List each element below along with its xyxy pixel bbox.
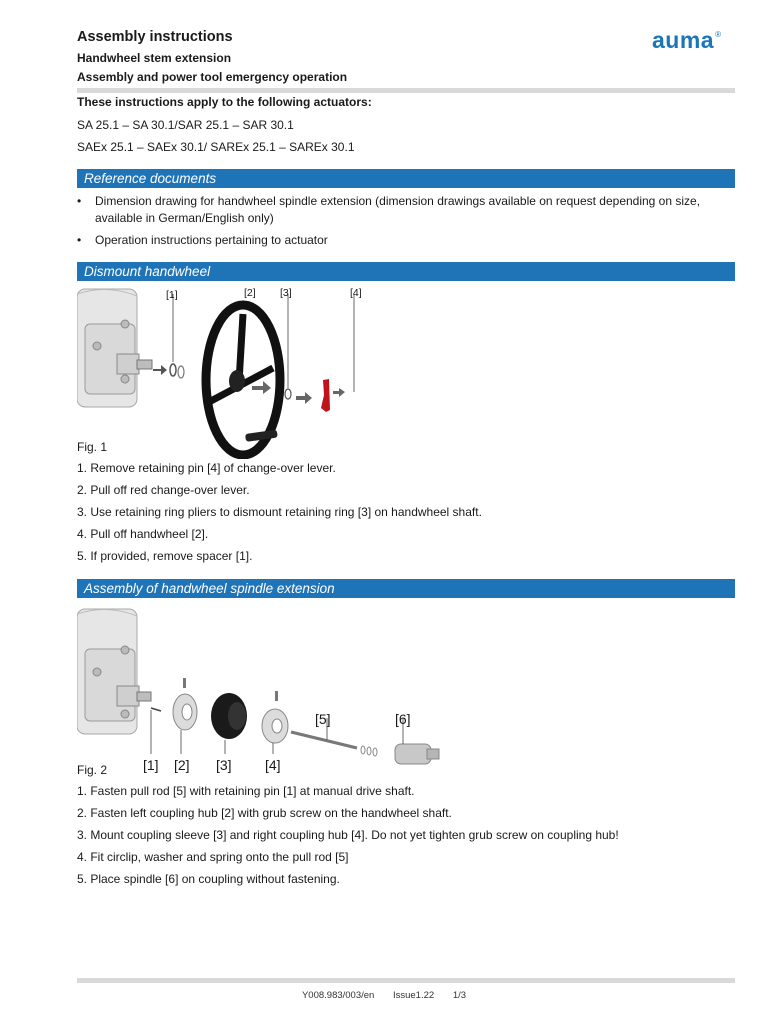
list-item: 3. Use retaining ring pliers to dismount retaining ring [3] on handwheel shaft.	[77, 505, 482, 519]
header-rule	[77, 88, 735, 93]
footer-rule	[77, 978, 735, 983]
list-item: 2. Fasten left coupling hub [2] with grub screw on the handwheel shaft.	[77, 806, 452, 820]
list-item: 4. Fit circlip, washer and spring onto the pull rod [5]	[77, 850, 349, 864]
bullet: •	[77, 194, 82, 208]
list-item: 3. Mount coupling sleeve [3] and right coupling hub [4]. Do not yet tighten grub screw on coupling hub!	[77, 828, 619, 842]
document-subtitle: Handwheel stem extension	[77, 51, 232, 65]
dismount-steps	[77, 461, 482, 571]
list-item: 1. Fasten pull rod [5] with retaining pin [1] at manual drive shaft.	[77, 784, 415, 798]
auma-logo: auma®	[652, 27, 722, 53]
reference-item	[77, 193, 727, 228]
list-item: 2. Pull off red change-over lever.	[77, 483, 250, 497]
fig1-callout-4: [4]	[350, 287, 362, 299]
reference-item	[77, 232, 727, 249]
fig2-callout-3: [3]	[216, 757, 232, 773]
figure-1-label: Fig. 1	[77, 440, 108, 454]
applies-title: These instructions apply to the following actuators:	[77, 95, 372, 109]
list-item: 4. Pull off handwheel [2].	[77, 527, 209, 541]
fig2-callout-1: [1]	[143, 757, 159, 773]
list-item: 5. Place spindle [6] on coupling without fastening.	[77, 872, 340, 886]
applies-line-1: SA 25.1 – SA 30.1/SAR 25.1 – SAR 30.1	[77, 118, 294, 132]
applies-line-2: SAEx 25.1 – SAEx 30.1/ SAREx 25.1 – SAREx 30.1	[77, 140, 355, 154]
fig2-callout-4: [4]	[265, 757, 281, 773]
fig2-callout-5: [5]	[315, 711, 331, 727]
figure-1-illustration	[77, 284, 377, 459]
assembly-steps	[77, 784, 619, 894]
page-footer	[0, 990, 768, 1001]
section-heading-dismount: Dismount handwheel	[77, 262, 735, 281]
fig1-callout-3: [3]	[280, 287, 292, 299]
registered-mark: ®	[715, 30, 722, 40]
bullet: •	[77, 233, 82, 247]
document-number: Y008.983/003/en	[301, 990, 375, 1001]
section-heading-assembly: Assembly of handwheel spindle extension	[77, 579, 735, 598]
reference-item-text: Dimension drawing for handwheel spindle extension (dimension drawings available on request depending on size, available in German/English only)	[95, 194, 701, 226]
figure-2-illustration	[77, 604, 447, 774]
document-subtitle-2: Assembly and power tool emergency operation	[77, 70, 348, 84]
section-heading-reference: Reference documents	[77, 169, 735, 188]
fig1-callout-1: [1]	[166, 289, 178, 301]
reference-item-text: Operation instructions pertaining to actuator	[95, 233, 328, 247]
list-item: 5. If provided, remove spacer [1].	[77, 549, 253, 563]
list-item: 1. Remove retaining pin [4] of change-over lever.	[77, 461, 336, 475]
figure-2-label: Fig. 2	[77, 763, 108, 777]
issue-number: Issue1.22	[392, 990, 435, 1001]
fig2-callout-2: [2]	[174, 757, 190, 773]
fig1-callout-2: [2]	[244, 287, 256, 299]
fig2-callout-6: [6]	[395, 711, 411, 727]
document-title: Assembly instructions	[77, 29, 233, 45]
page-number: 1/3	[452, 990, 467, 1001]
